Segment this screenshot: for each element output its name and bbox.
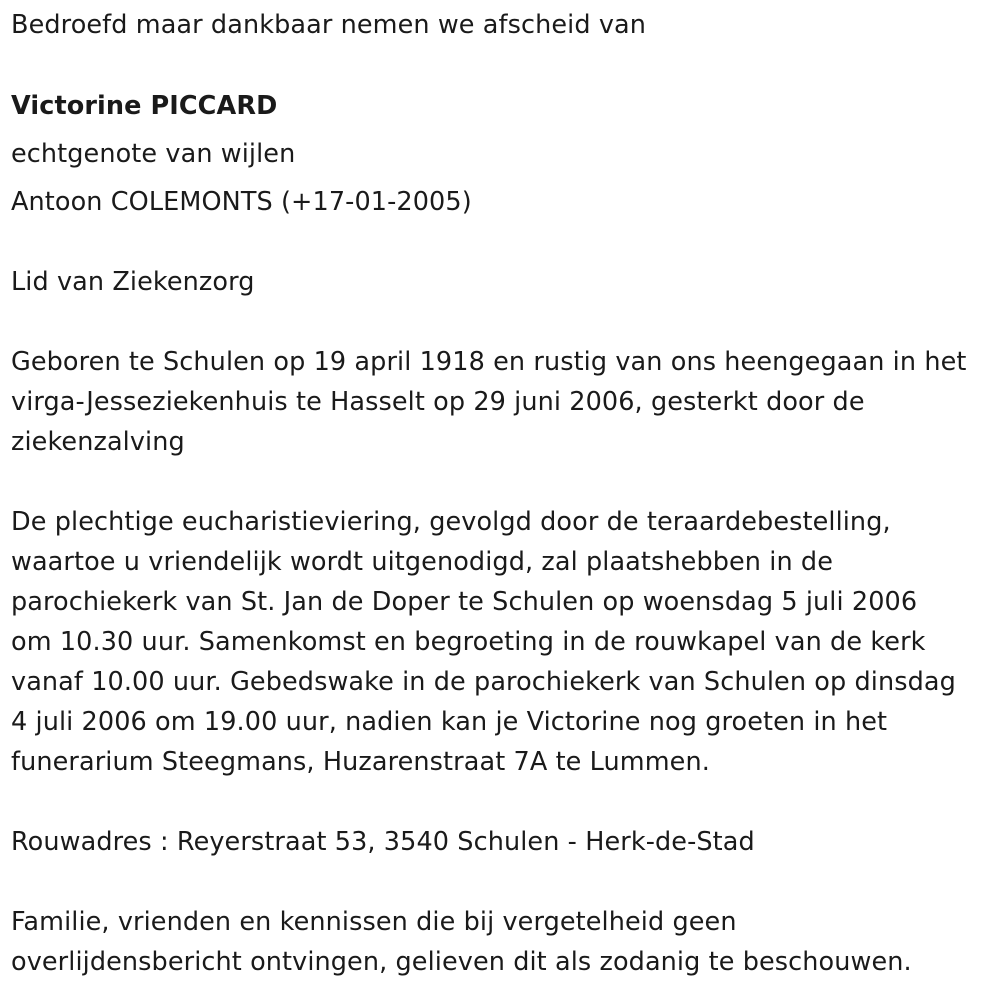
- ceremony-line: parochiekerk van St. Jan de Doper te Schulen op woensdag 5 juli 2006: [11, 587, 918, 617]
- closing-line: overlijdensbericht ontvingen, gelieven dit als zodanig te beschouwen.: [11, 947, 912, 977]
- ceremony-line: waartoe u vriendelijk wordt uitgenodigd, zal plaatshebben in de: [11, 547, 834, 577]
- birth-death-line: Geboren te Schulen op 19 april 1918 en rustig van ons heengegaan in het: [11, 347, 967, 377]
- ceremony-line: funerarium Steegmans, Huzarenstraat 7A te Lummen.: [11, 747, 710, 777]
- membership-text: Lid van Ziekenzorg: [11, 267, 255, 297]
- ceremony-line: De plechtige eucharistieviering, gevolgd door de teraardebestelling,: [11, 507, 891, 537]
- spouse-text: Antoon COLEMONTS (+17-01-2005): [11, 187, 472, 217]
- birth-death-line: virga-Jesseziekenhuis te Hasselt op 29 juni 2006, gesterkt door de: [11, 387, 865, 417]
- relation-text: echtgenote van wijlen: [11, 139, 296, 169]
- ceremony-line: 4 juli 2006 om 19.00 uur, nadien kan je Victorine nog groeten in het: [11, 707, 888, 737]
- closing-line: Familie, vrienden en kennissen die bij vergetelheid geen: [11, 907, 737, 937]
- birth-death-line: ziekenzalving: [11, 427, 185, 457]
- intro-text: Bedroefd maar dankbaar nemen we afscheid van: [11, 10, 647, 40]
- deceased-name: Victorine PICCARD: [11, 91, 278, 121]
- ceremony-line: vanaf 10.00 uur. Gebedswake in de parochiekerk van Schulen op dinsdag: [11, 667, 956, 697]
- mourning-address: Rouwadres : Reyerstraat 53, 3540 Schulen - Herk-de-Stad: [11, 827, 755, 857]
- ceremony-line: om 10.30 uur. Samenkomst en begroeting in de rouwkapel van de kerk: [11, 627, 926, 657]
